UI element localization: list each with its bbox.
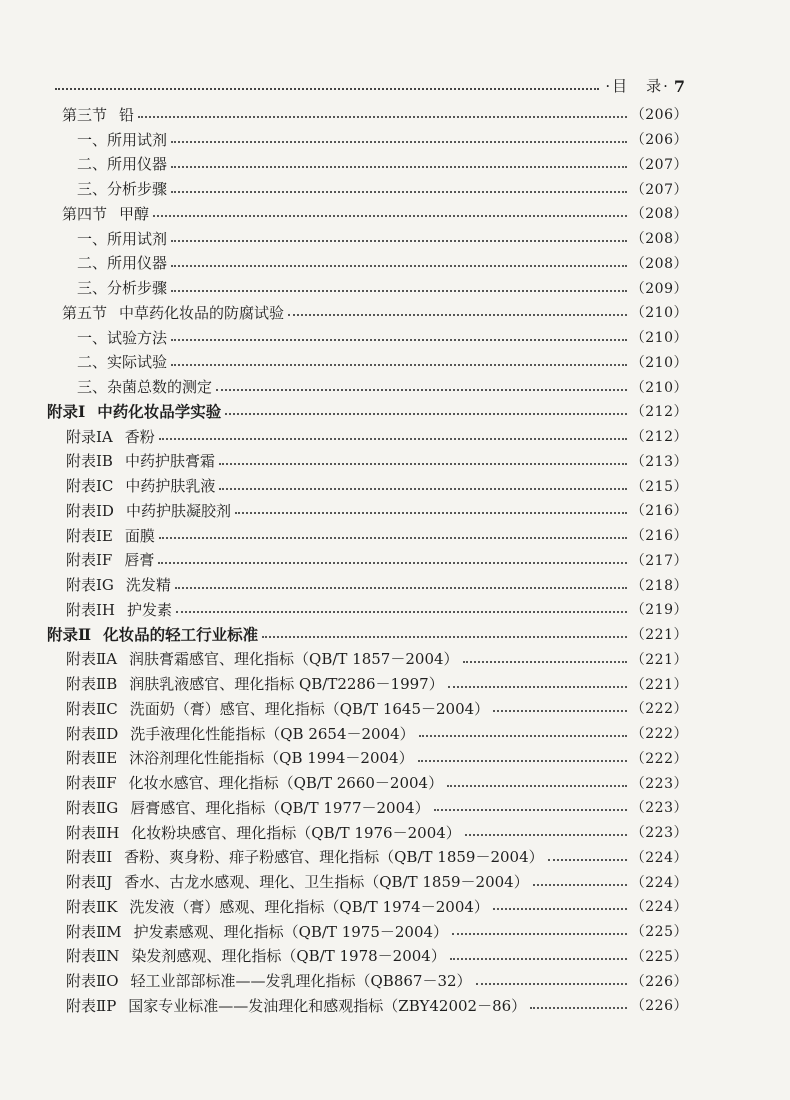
toc-entry-title: 化妆品的轻工行业标准 [103, 625, 259, 645]
toc-entry-code: 附表ⅡA [66, 650, 118, 669]
toc-entry-title: 润肤膏霜感官、理化指标（QB/T 1857－2004） [129, 650, 459, 669]
toc-entry-page: （207） [630, 156, 688, 173]
dot-leader [176, 611, 627, 613]
toc-entry [66, 919, 688, 944]
toc-entry-page: （224） [630, 849, 688, 866]
dot-leader [153, 215, 627, 217]
dot-leader [171, 191, 627, 193]
toc-entry [66, 671, 688, 696]
toc-entry-page: （210） [630, 379, 688, 396]
toc-entry [66, 869, 688, 894]
toc-entry [66, 498, 688, 523]
dot-leader [530, 1007, 627, 1009]
toc-entry-page: （224） [630, 899, 688, 916]
toc-entry-code: 附录ⅠA [66, 427, 113, 446]
toc-entry-title: 二、所用仪器 [77, 155, 168, 174]
toc-entry-page: （212） [630, 404, 688, 421]
toc-entry-title: 护发素感观、理化指标（QB/T 1975－2004） [133, 922, 449, 941]
toc-entry-title: 香水、古龙水感观、理化、卫生指标（QB/T 1859－2004） [124, 873, 529, 892]
toc-entry [66, 523, 688, 548]
toc-entry [66, 696, 688, 721]
dot-leader [452, 933, 627, 935]
toc-entry-code: 附表ⅡO [66, 972, 119, 991]
toc-entry-title: 三、杂菌总数的测定 [77, 378, 213, 397]
toc-entry-page: （216） [630, 503, 688, 520]
toc-entry-title: 一、所用试剂 [77, 130, 168, 149]
toc-entry-code: 附录Ⅰ [47, 402, 86, 422]
toc-entry-page: （210） [630, 354, 688, 371]
dot-leader [262, 636, 627, 638]
toc-entry-page: （223） [630, 825, 688, 842]
toc-entry [66, 795, 688, 820]
dot-leader [216, 389, 627, 391]
toc-entry [66, 968, 688, 993]
toc-entry-code: 附表ⅠC [66, 477, 114, 496]
toc-entry-page: （223） [630, 800, 688, 817]
toc-entry-page: （226） [630, 998, 688, 1015]
toc-entry-page: （221） [630, 651, 688, 668]
toc-entry-title: 唇膏感官、理化指标（QB/T 1977－2004） [130, 798, 430, 817]
toc-entry-page: （222） [630, 726, 688, 743]
toc-entry-title: 面膜 [124, 526, 155, 545]
toc-entry [66, 424, 688, 449]
toc-entry [66, 572, 688, 597]
dot-leader [138, 116, 627, 118]
dot-leader [419, 735, 627, 737]
toc-entry-page: （208） [630, 255, 688, 272]
toc-entry-page: （208） [630, 206, 688, 223]
toc-entry-page: （210） [630, 330, 688, 347]
toc-entry-page: （212） [630, 429, 688, 446]
toc-entry-code: 附表ⅡB [66, 675, 118, 694]
toc-entry-page: （218） [630, 577, 688, 594]
toc-entry-title: 化妆水感官、理化指标（QB/T 2660－2004） [128, 774, 444, 793]
toc-entry [62, 300, 688, 325]
toc-entry-code: 附表ⅡI [66, 848, 113, 867]
toc-entry-page: （207） [630, 181, 688, 198]
toc-entry-page: （216） [630, 528, 688, 545]
toc-entry-title: 铅 [119, 105, 135, 124]
toc-entry [66, 449, 688, 474]
toc-entry [77, 127, 688, 152]
toc-entry-title: 一、试验方法 [77, 328, 168, 347]
toc-entry-code: 第三节 [62, 105, 108, 124]
dot-leader [171, 265, 627, 267]
toc-entry-code: 附表ⅠD [66, 501, 114, 520]
header-dot-leader [55, 87, 599, 90]
toc-entry-title: 香粉 [124, 427, 155, 446]
toc-entry-page: （209） [630, 280, 688, 297]
toc-entry [66, 473, 688, 498]
dot-leader [171, 166, 627, 168]
dot-leader [463, 661, 627, 663]
dot-leader [434, 809, 627, 811]
toc-entry [47, 399, 688, 424]
dot-leader [158, 562, 626, 564]
toc-entry [77, 275, 688, 300]
toc-entry [66, 894, 688, 919]
toc-entry [77, 176, 688, 201]
toc-entry-code: 附表ⅠF [66, 551, 113, 570]
toc-entry-code: 附表ⅡN [66, 947, 120, 966]
page-number: 7 [673, 77, 685, 96]
toc-entry-title: 中药化妆品学实验 [97, 402, 222, 422]
toc-entry-title: 三、分析步骤 [77, 279, 168, 298]
toc-entry-title: 二、实际试验 [77, 353, 168, 372]
toc-entry-page: （206） [630, 132, 688, 149]
dot-leader [493, 710, 627, 712]
toc-entry-title: 中药护肤乳液 [125, 477, 216, 496]
toc-entry-title: 中草药化妆品的防腐试验 [119, 303, 285, 322]
toc-entry [77, 251, 688, 276]
toc-entry [66, 993, 688, 1018]
toc-entry-page: （225） [630, 948, 688, 965]
toc-entry-code: 附表ⅡG [66, 798, 119, 817]
toc-entry-code: 第四节 [62, 204, 108, 223]
toc-entry [66, 770, 688, 795]
toc-entry [66, 548, 688, 573]
toc-entry-code: 附表ⅡH [66, 823, 120, 842]
toc-entry-code: 附表ⅡK [66, 897, 118, 916]
toc-entry-code: 附表ⅡJ [66, 873, 113, 892]
toc-entry-code: 附表ⅡP [66, 996, 117, 1015]
toc-entry [62, 102, 688, 127]
dot-leader [465, 834, 627, 836]
dot-leader [448, 686, 627, 688]
dot-leader [235, 512, 627, 514]
dot-leader [171, 141, 627, 143]
dot-leader [219, 488, 626, 490]
dot-leader [171, 339, 627, 341]
toc-entry-page: （226） [630, 973, 688, 990]
toc-entry-title: 香粉、爽身粉、痱子粉感官、理化指标（QB/T 1859－2004） [124, 848, 544, 867]
toc-entry-code: 附表ⅠH [66, 600, 116, 619]
toc-entry [77, 374, 688, 399]
toc-entry-title: 二、所用仪器 [77, 254, 168, 273]
toc-entry-page: （224） [630, 874, 688, 891]
dot-leader [476, 983, 627, 985]
running-header [55, 72, 685, 96]
toc-entry-page: （219） [630, 602, 688, 619]
toc-entry-page: （223） [630, 775, 688, 792]
toc-entry-code: 附表ⅡD [66, 724, 119, 743]
toc-entry-title: 唇膏 [124, 551, 155, 570]
toc-entry-page: （221） [630, 676, 688, 693]
toc-entry-title: 中药护肤膏霜 [124, 452, 215, 471]
toc-entry [66, 746, 688, 771]
toc-entry-code: 附表ⅡF [66, 774, 117, 793]
toc-entry-title: 甲醇 [119, 204, 150, 223]
toc-entry-title: 化妆粉块感官、理化指标（QB/T 1976－2004） [131, 823, 461, 842]
dot-leader [548, 859, 627, 861]
toc-entry [77, 152, 688, 177]
toc-entry [66, 845, 688, 870]
toc-entry [77, 226, 688, 251]
toc-entry [66, 597, 688, 622]
toc-entry [66, 647, 688, 672]
toc-entry-page: （225） [630, 924, 688, 941]
toc-entry-code: 附表ⅠG [66, 576, 114, 595]
dot-leader [447, 785, 627, 787]
toc-entry-title: 护发素 [127, 600, 173, 619]
toc-entry [62, 201, 688, 226]
toc-entry-page: （206） [630, 107, 688, 124]
dot-leader [171, 240, 627, 242]
dot-leader [288, 314, 627, 316]
dot-leader [171, 364, 627, 366]
dot-leader [418, 760, 627, 762]
toc-entry-title: 洗面奶（膏）感官、理化指标（QB/T 1645－2004） [129, 699, 490, 718]
toc-entry-code: 附录Ⅱ [47, 625, 92, 645]
toc-entry-page: （210） [630, 305, 688, 322]
header-title: ·目 录· [605, 77, 670, 95]
toc-entry [66, 721, 688, 746]
toc-entry-page: （221） [630, 627, 688, 644]
toc-entry-title: 染发剂感观、理化指标（QB/T 1978－2004） [131, 947, 446, 966]
dot-leader [175, 587, 627, 589]
toc-entry [77, 350, 688, 375]
dot-leader [171, 290, 627, 292]
toc-entry-title: 一、所用试剂 [77, 229, 168, 248]
toc-entry-page: （222） [630, 701, 688, 718]
toc-entry-page: （217） [630, 552, 688, 569]
toc-entry [66, 820, 688, 845]
toc-entry [66, 944, 688, 969]
toc-entry-page: （215） [630, 478, 688, 495]
toc-entry-code: 附表ⅠE [66, 526, 113, 545]
dot-leader [450, 958, 627, 960]
toc-entry-title: 轻工业部部标准——发乳理化指标（QB867－32） [130, 972, 472, 991]
toc-entry-code: 附表ⅠB [66, 452, 113, 471]
toc-entry-code: 附表ⅡE [66, 749, 118, 768]
toc-entry-code: 附表ⅡC [66, 699, 118, 718]
toc-entry-title: 中药护肤凝胶剂 [125, 501, 231, 520]
toc-entry-title: 沐浴剂理化性能指标（QB 1994－2004） [129, 749, 414, 768]
dot-leader [225, 413, 626, 415]
toc-entry-title: 润肤乳液感官、理化指标 QB/T2286－1997） [129, 675, 444, 694]
dot-leader [159, 537, 627, 539]
toc-entry [77, 325, 688, 350]
toc-entry-code: 附表ⅡM [66, 922, 122, 941]
toc-entry [47, 622, 688, 647]
toc-entry-title: 三、分析步骤 [77, 180, 168, 199]
dot-leader [159, 438, 627, 440]
dot-leader [219, 463, 627, 465]
toc-entry-page: （213） [630, 453, 688, 470]
toc-entry-title: 洗发精 [125, 576, 171, 595]
toc-entry-code: 第五节 [62, 303, 108, 322]
toc-entry-page: （208） [630, 231, 688, 248]
toc-entry-title: 国家专业标准——发油理化和感观指标（ZBY42002－86） [128, 996, 527, 1015]
dot-leader [533, 884, 627, 886]
toc-entry-title: 洗手液理化性能指标（QB 2654－2004） [130, 724, 415, 743]
toc-entry-title: 洗发液（膏）感观、理化指标（QB/T 1974－2004） [129, 897, 489, 916]
toc-entry-page: （222） [630, 750, 688, 767]
dot-leader [493, 908, 627, 910]
